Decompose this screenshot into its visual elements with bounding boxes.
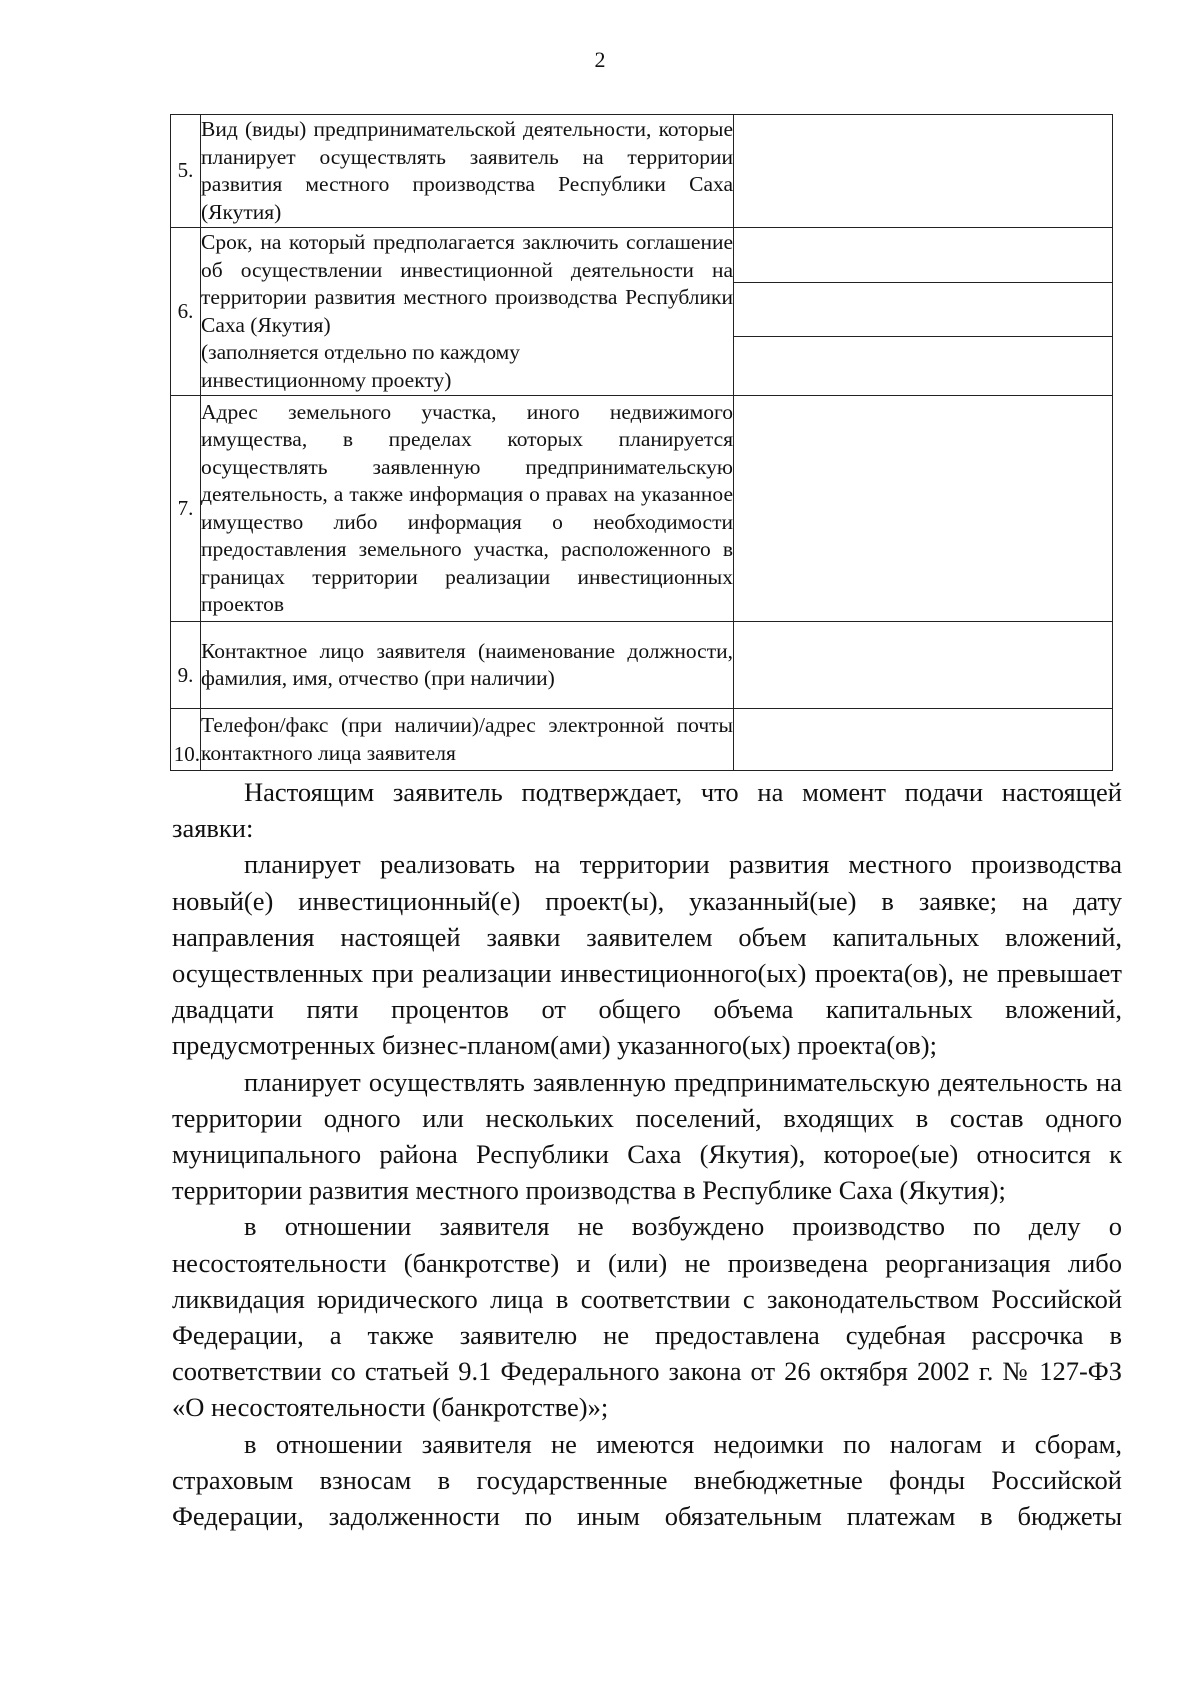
table-row-7 xyxy=(171,396,1113,622)
description-note-continued: инвестиционному проекту) xyxy=(201,367,452,392)
intro-paragraph: Настоящим заявитель подтверждает, что на момент подачи настоящей заявки: xyxy=(172,777,1122,844)
row-number: 9. xyxy=(171,622,201,709)
description-text: Срок, на который предполагается заключить соглашение об осуществлении инвестиционной деятельности на территории развития местного производства Республики Саха (Якутия) xyxy=(201,230,733,337)
row-number: 6. xyxy=(171,228,201,396)
row-value-field[interactable] xyxy=(734,115,1113,228)
row-description xyxy=(201,622,734,709)
row-value-field[interactable] xyxy=(734,228,1112,283)
description-text: Вид (виды) предпринимательской деятельности, которые планирует осуществлять заявитель на территории развития местного производства Республики Саха (Якутия) xyxy=(201,117,733,224)
row-value-field[interactable] xyxy=(734,283,1112,337)
paragraph-bankruptcy: в отношении заявителя не возбуждено производство по делу о несостоятельности (банкротстве) и (или) не произведена реорганизация либо ликвидация юридического лица в соответствии с законодательством Российской Федерации, а также заявителю не предоставлена судебная рассрочка в соответствии со статьей 9.1 Федерального закона от 26 октября 2002 г. № 127-ФЗ «О несостоятельности (банкротстве)»; xyxy=(172,1211,1122,1423)
paragraph-arrears: в отношении заявителя не имеются недоимки по налогам и сборам, страховым взносам в государственные внебюджетные фонды Российской Федерации, задолженности по иным обязательным платежам в бюджеты xyxy=(172,1428,1122,1532)
row-description xyxy=(201,709,734,771)
row-value-field[interactable] xyxy=(734,396,1113,622)
table-row-10 xyxy=(171,709,1113,771)
row-value-field[interactable] xyxy=(734,337,1112,395)
description-text: Адрес земельного участка, иного недвижимого имущества, в пределах которых планируется осуществлять заявленную предпринимательскую деятельность, а также информация о правах на указанное имущество либо информация о необходимости предоставления земельного участка, расположенного в границах территории реализации инвестиционных проектов xyxy=(201,399,733,616)
confirmation-text xyxy=(172,774,1122,1534)
row-description xyxy=(201,396,734,622)
application-form-table xyxy=(170,114,1113,771)
row-value-field[interactable] xyxy=(734,709,1113,771)
row-number: 10. xyxy=(171,709,201,771)
description-note: (заполняется отдельно по каждому xyxy=(201,340,521,364)
row-number: 7. xyxy=(171,396,201,622)
row-number: 5. xyxy=(171,115,201,228)
table-row-5 xyxy=(171,115,1113,228)
row-value-group xyxy=(734,228,1113,396)
row-description xyxy=(201,115,734,228)
description-text: Телефон/факс (при наличии)/адрес электронной почты контактного лица заявителя xyxy=(201,713,733,765)
row-description xyxy=(201,228,734,396)
table-row-9 xyxy=(171,622,1113,709)
paragraph-territory: планирует осуществлять заявленную предпринимательскую деятельность на территории одного или нескольких поселений, входящих в состав одного муниципального района Республики Саха (Якутия), которое(ые) относится к территории развития местного производства в Республике Саха (Якутия); xyxy=(172,1066,1122,1206)
table-row-6 xyxy=(171,228,1113,396)
page-number: 2 xyxy=(594,47,606,72)
row-value-field[interactable] xyxy=(734,622,1113,709)
description-text: Контактное лицо заявителя (наименование должности, фамилия, имя, отчество (при наличии) xyxy=(201,638,733,690)
paragraph-investment-project: планирует реализовать на территории развития местного производства новый(е) инвестиционный(е) проект(ы), указанный(ые) в заявке; на дату направления настоящей заявки заявителем объем капитальных вложений, осуществленных при реализации инвестиционного(ых) проекта(ов), не превышает двадцати пяти процентов от общего объема капитальных вложений, предусмотренных бизнес-планом(ами) указанного(ых) проекта(ов); xyxy=(172,849,1122,1061)
